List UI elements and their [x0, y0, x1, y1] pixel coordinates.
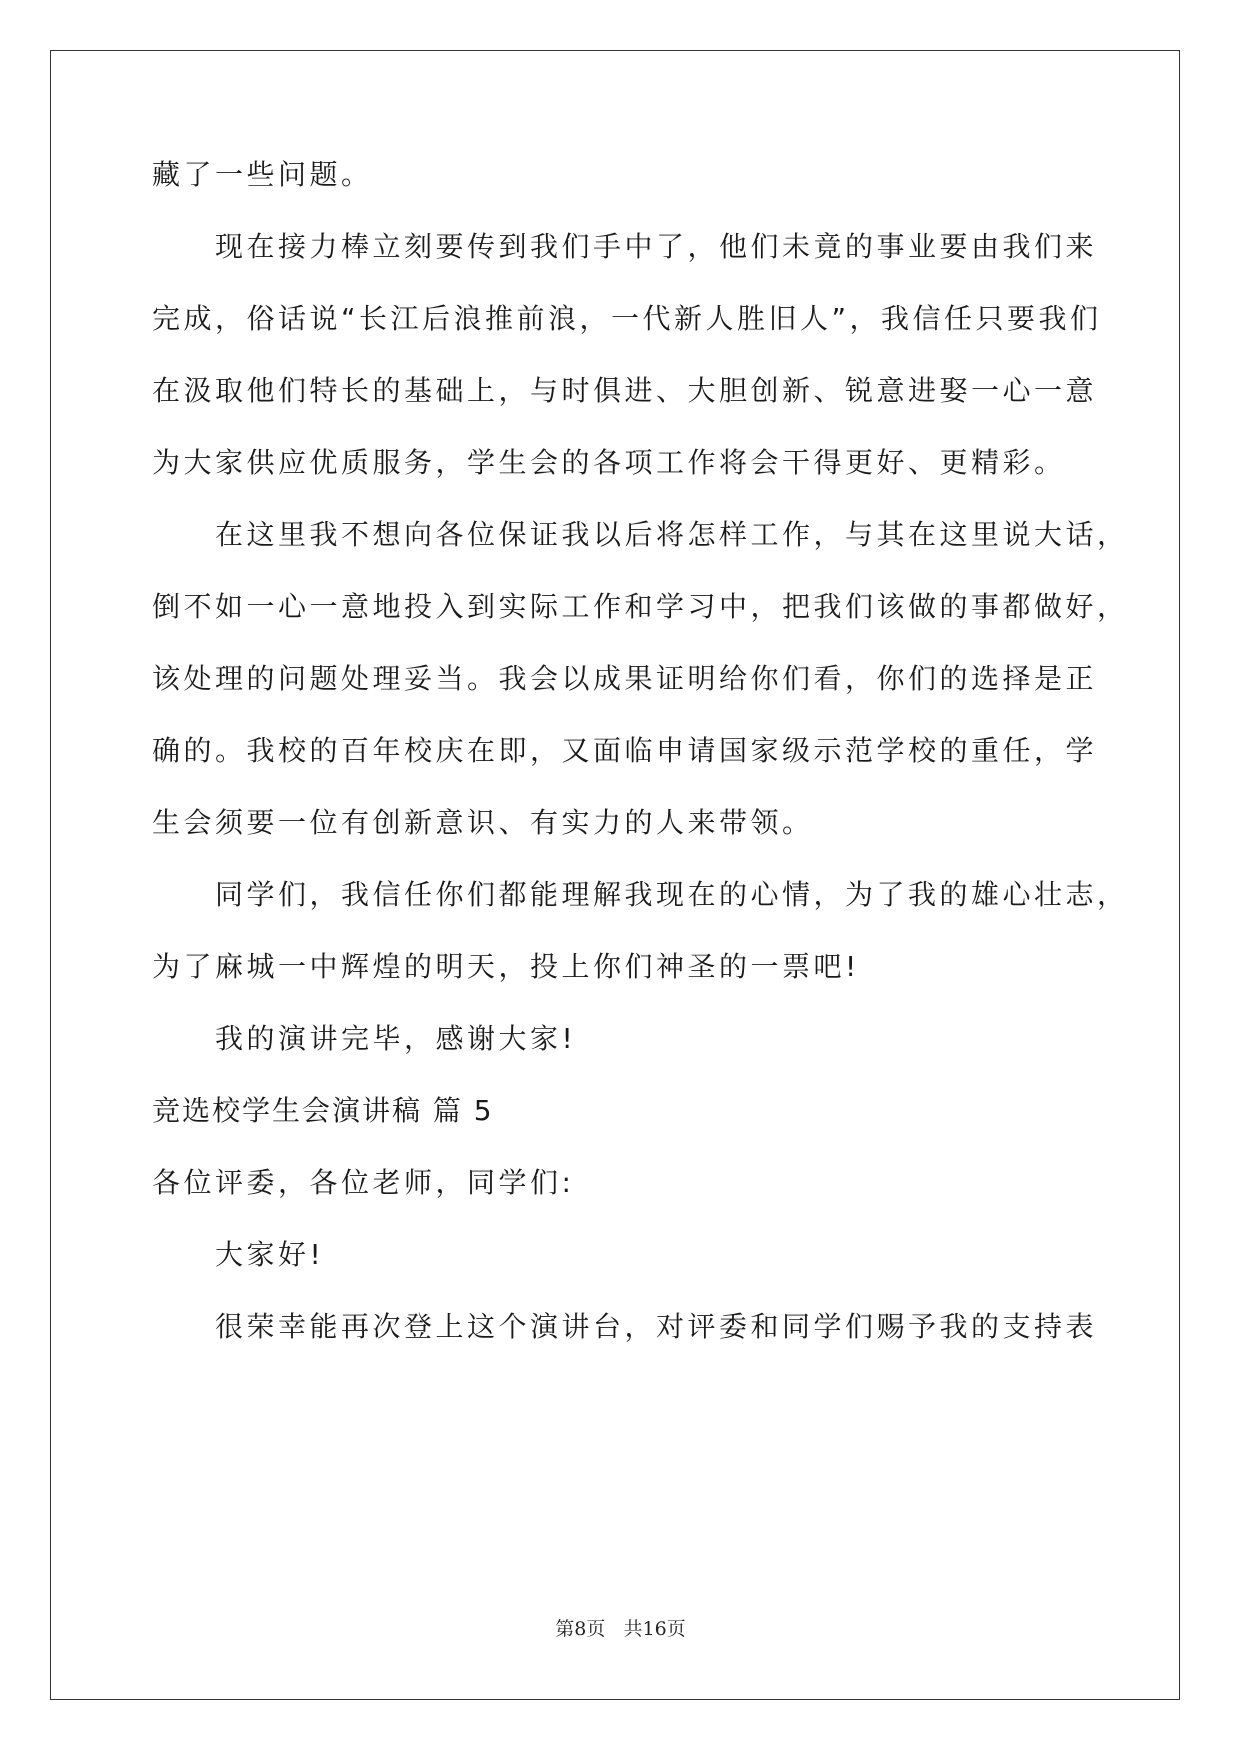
- body-line-3: 完成，俗话说“长江后浪推前浪，一代新人胜旧人”，我信任只要我们: [152, 302, 1102, 335]
- body-line-2: 现在接力棒立刻要传到我们手中了，他们未竟的事业要由我们来: [152, 230, 1098, 263]
- body-line-8: 该处理的问题处理妥当。我会以成果证明给你们看，你们的选择是正: [152, 662, 1098, 695]
- page-total: 共16页: [623, 1618, 686, 1640]
- greeting-line: 大家好!: [152, 1238, 325, 1271]
- page-number: 第8页: [555, 1618, 606, 1640]
- body-line-11: 同学们，我信任你们都能理解我现在的心情，为了我的雄心壮志，: [152, 878, 1129, 911]
- body-line-17: 很荣幸能再次登上这个演讲台，对评委和同学们赐予我的支持表: [152, 1310, 1098, 1343]
- body-line-13: 我的演讲完毕，感谢大家!: [152, 1022, 577, 1055]
- salutation-line: 各位评委，各位老师，同学们:: [152, 1166, 575, 1199]
- body-line-9: 确的。我校的百年校庆在即，又面临申请国家级示范学校的重任，学: [152, 734, 1098, 767]
- body-line-12: 为了麻城一中辉煌的明天，投上你们神圣的一票吧!: [152, 950, 860, 983]
- body-line-4: 在汲取他们特长的基础上，与时俱进、大胆创新、锐意进娶一心一意: [152, 374, 1098, 407]
- section-heading: 竞选校学生会演讲稿 篇 5: [152, 1094, 494, 1127]
- body-line-6: 在这里我不想向各位保证我以后将怎样工作，与其在这里说大话，: [152, 518, 1129, 551]
- body-line-1: 藏了一些问题。: [152, 158, 373, 191]
- body-line-10: 生会须要一位有创新意识、有实力的人来带领。: [152, 806, 814, 839]
- body-line-7: 倒不如一心一意地投入到实际工作和学习中，把我们该做的事都做好，: [152, 590, 1129, 623]
- body-line-5: 为大家供应优质服务，学生会的各项工作将会干得更好、更精彩。: [152, 446, 1066, 479]
- page-footer: [0, 1617, 1241, 1641]
